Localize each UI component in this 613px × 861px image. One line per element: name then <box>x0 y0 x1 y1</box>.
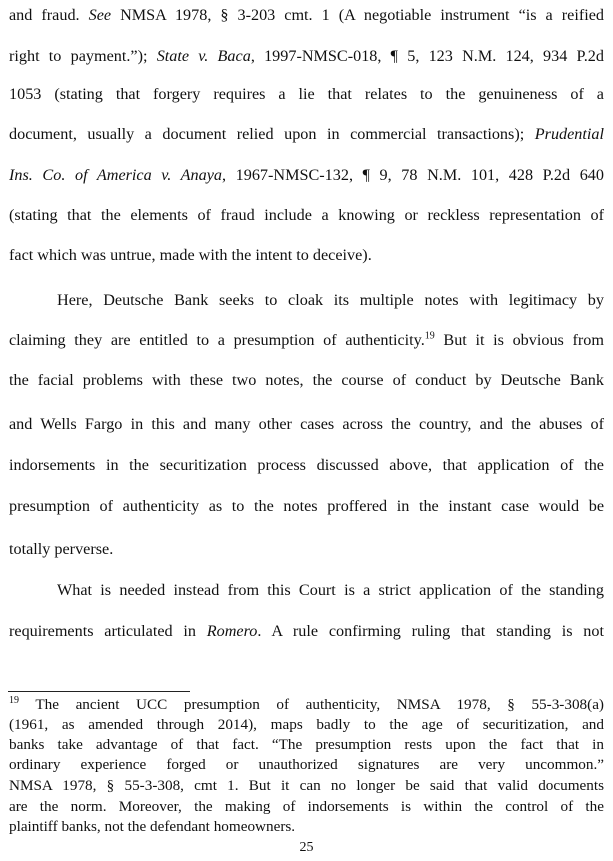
body-line: Here, Deutsche Bank seeks to cloak its multiple notes with legitimacy by <box>57 291 604 309</box>
page-number: 25 <box>299 840 314 855</box>
footnote-line: are the norm. Moreover, the making of indorsements is within the control of the <box>9 798 604 815</box>
footnote-line: ordinary experience forged or unauthorized signatures are very uncommon.” <box>9 756 604 773</box>
body-line: fact which was untrue, made with the intent to deceive). <box>9 246 372 264</box>
footnote-separator <box>8 691 190 692</box>
footnote-number: 19 <box>9 694 19 706</box>
body-line: 1053 (stating that forgery requires a lie that relates to the genuineness of a <box>9 85 604 103</box>
footnote-line: banks take advantage of that fact. “The presumption rests upon the fact that in <box>9 736 604 753</box>
body-line: indorsements in the securitization process discussed above, that application of the <box>9 456 604 474</box>
body-line: presumption of authenticity as to the notes proffered in the instant case would be <box>9 497 604 515</box>
body-line: document, usually a document relied upon in commercial transactions); Prudential <box>9 125 604 143</box>
body-line: Ins. Co. of America v. Anaya, 1967-NMSC-132, ¶ 9, 78 N.M. 101, 428 P.2d 640 <box>9 166 604 184</box>
body-line: (stating that the elements of fraud include a knowing or reckless representation of <box>9 206 604 224</box>
body-line: requirements articulated in Romero. A rule confirming ruling that standing is not <box>9 622 604 640</box>
footnote-line: (1961, as amended through 2014), maps badly to the age of securitization, and <box>9 716 604 733</box>
body-line: What is needed instead from this Court is a strict application of the standing <box>57 581 604 599</box>
body-line: claiming they are entitled to a presumption of authenticity.$^{19}$ But it is obvious from <box>9 330 604 349</box>
body-line: and fraud. See NMSA 1978, § 3-203 cmt. 1 (A negotiable instrument “is a reified <box>9 6 604 24</box>
body-line: the facial problems with these two notes, the course of conduct by Deutsche Bank <box>9 371 604 389</box>
footnote-line: $^{19}$ The ancient UCC presumption of authenticity, NMSA 1978, § 55-3-308(a) <box>9 694 604 713</box>
body-line: totally perverse. <box>9 540 114 558</box>
footnote-line: plaintiff banks, not the defendant homeowners. <box>9 818 296 835</box>
body-line: right to payment.”); State v. Baca, 1997-NMSC-018, ¶ 5, 123 N.M. 124, 934 P.2d <box>9 47 604 65</box>
footnote-ref: 19 <box>424 330 435 342</box>
footnote-line: NMSA 1978, § 55-3-308, cmt 1. But it can no longer be said that valid documents <box>9 777 604 794</box>
body-line: and Wells Fargo in this and many other cases across the country, and the abuses of <box>9 415 604 433</box>
